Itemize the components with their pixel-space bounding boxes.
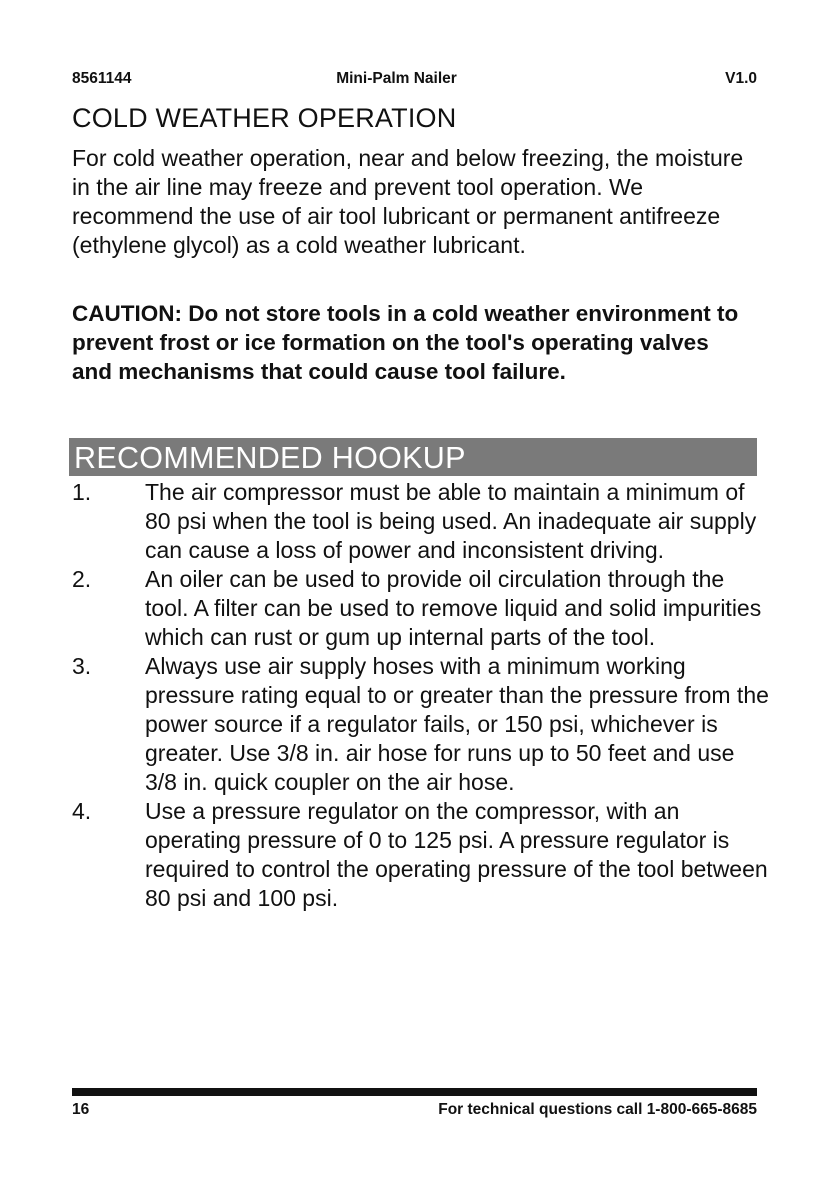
hookup-steps (72, 478, 772, 913)
hookup-step (72, 797, 772, 913)
hookup-step (72, 565, 772, 652)
product-name: Mini-Palm Nailer (336, 70, 457, 87)
page-header (72, 70, 757, 90)
step-text: Always use air supply hoses with a minimum working pressure rating equal to or greater than the pressure from the power source if a regulator fails, or 150 psi, whichever is greater. Use 3/8 in. air hose for runs up to 50 feet and use 3/8 in. quick coupler on the air hose. (145, 653, 769, 795)
cold-weather-body: For cold weather operation, near and below freezing, the moisture in the air line may freeze and prevent tool operation. We recommend the use of air tool lubricant or permanent antifreeze (ethylene glycol) as a cold weather lubricant. (72, 145, 744, 258)
page-number: 16 (72, 1101, 90, 1118)
hookup-banner (69, 438, 757, 476)
step-text: An oiler can be used to provide oil circulation through the tool. A filter can be used to remove liquid and solid impurities which can rust or gum up internal parts of the tool. (145, 566, 762, 650)
hookup-step (72, 652, 772, 797)
support-phone: For technical questions call 1-800-665-8685 (438, 1101, 757, 1118)
caution-text: CAUTION: Do not store tools in a cold weather environment to prevent frost or ice formation on the tool's operating valves and mechanisms that could cause tool failure. (72, 301, 739, 384)
cold-weather-title: COLD WEATHER OPERATION (72, 103, 457, 133)
step-text: Use a pressure regulator on the compressor, with an operating pressure of 0 to 125 psi. A pressure regulator is required to control the operating pressure of the tool between 80 psi and 100 psi. (145, 798, 768, 911)
page-footer (72, 1101, 757, 1123)
step-text: The air compressor must be able to maintain a minimum of 80 psi when the tool is being used. An inadequate air supply can cause a loss of power and inconsistent driving. (145, 479, 757, 563)
version-label: V1.0 (725, 70, 757, 87)
hookup-step (72, 478, 772, 565)
footer-divider (72, 1088, 757, 1096)
doc-number: 8561144 (72, 70, 132, 87)
step-number: 4. (72, 798, 92, 824)
step-number: 1. (72, 479, 92, 505)
step-number: 2. (72, 566, 92, 592)
hookup-title: RECOMMENDED HOOKUP (74, 441, 466, 475)
step-number: 3. (72, 653, 92, 679)
manual-page (72, 0, 769, 1191)
